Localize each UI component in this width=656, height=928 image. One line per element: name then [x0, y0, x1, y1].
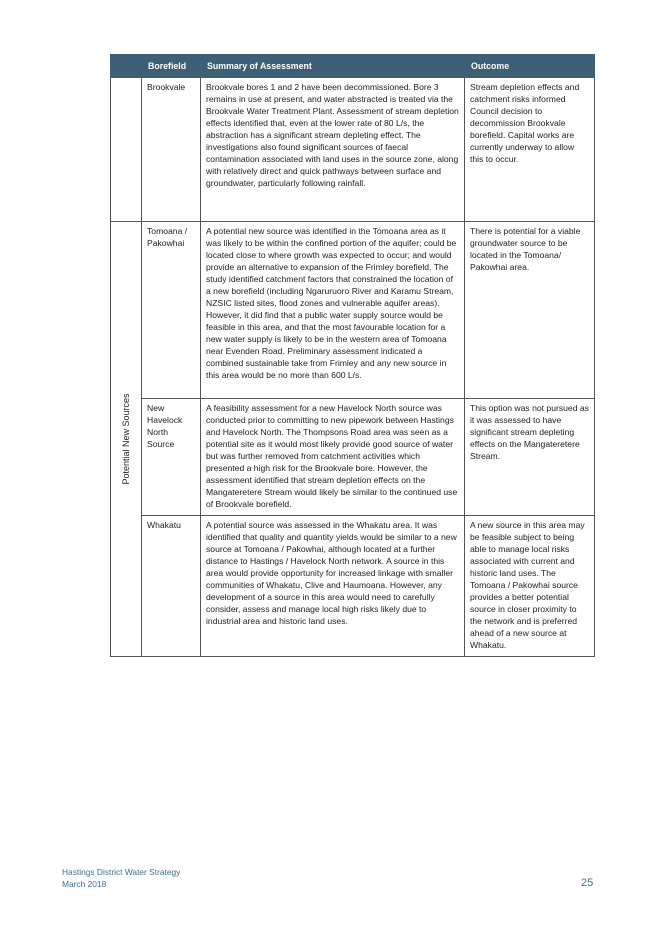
page-number: 25	[581, 877, 594, 889]
borefield-cell: Whakatu	[142, 516, 201, 657]
assessment-table	[110, 54, 595, 657]
summary-cell: A feasibility assessment for a new Havelock North source was conducted prior to committing to new pipework between Hastings and Havelock North. The Thompsons Road area was seen as a potential site as it would most likely provide good source of water but was further removed from catchment activities which presented a high risk for the Brookvale bore. However, the assessment identified that stream depletion effects on the Mangateretere Stream would likely be similar to the continued use of Brookvale borefield.	[201, 399, 465, 516]
borefield-cell: Tomoana / Pakowhai	[142, 222, 201, 399]
summary-cell: Brookvale bores 1 and 2 have been decommissioned. Bore 3 remains in use at present, and water abstracted is treated via the Brookvale Water Treatment Plant. Assessment of stream depletion effects identified that, even at the lower rate of 80 L/s, the abstraction has a significant stream depleting effect. The investigations also found significant sources of faecal contamination associated with land uses in the source zone, along with relatively direct and quick pathways between surface and groundwater, particularly following rainfall.	[201, 78, 465, 222]
outcome-cell: Stream depletion effects and catchment risks informed Council decision to decommission Brookvale borefield. Capital works are currently underway to allow this to occur.	[465, 78, 595, 222]
borefield-cell: Brookvale	[142, 78, 201, 222]
table-row	[111, 399, 595, 516]
borefield-cell: New Havelock North Source	[142, 399, 201, 516]
footer-title: Hastings District Water Strategy	[62, 867, 181, 877]
header-group	[111, 55, 142, 78]
footer	[62, 866, 180, 890]
table-row	[111, 78, 595, 222]
footer-date: March 2018	[62, 879, 107, 889]
table-row	[111, 516, 595, 657]
outcome-cell: A new source in this area may be feasible subject to being able to manage local risks associated with current and historic land uses. The Tomoana / Pakowhai source provides a better potential source in closer proximity to the network and is preferred ahead of a new source at Whakatu.	[465, 516, 595, 657]
summary-cell: A potential new source was identified in the Tomoana area as it was likely to be within the confined portion of the aquifer; could be located close to where growth was expected to occur; and would provide an alternative to expansion of the Frimley borefield. The study identified catchment factors that constrained the location of a new borefield (including Ngaruruoro River and Karamu Stream, NZSIC listed sites, flood zones and vulnerable aquifer areas). However, it did find that a public water supply source would be feasible in this area, and that the most favourable location for a new water supply is likely to be in the western area of Tomoana near Evenden Road. Preliminary assessment indicated a combined sustainable take from Frimley and any new source in this area would be no more than 600 L/s.	[201, 222, 465, 399]
summary-cell: A potential source was assessed in the Whakatu area. It was identified that quality and quantity yields would be similar to a new source at Tomoana / Pakowhai, although located at a further distance to Hastings / Havelock North network. A source in this area would provide opportunity for increased linkage with smaller communities of Whakatu, Clive and Haumoana. However, any development of a source in this area would need to carefully consider, assess and manage local high risks likely due to industrial area and historic land uses.	[201, 516, 465, 657]
group-label: Potential New Sources	[121, 393, 131, 485]
header-borefield: Borefield	[142, 55, 201, 78]
table-row	[111, 222, 595, 399]
group-label-cell	[111, 222, 142, 657]
header-summary: Summary of Assessment	[201, 55, 465, 78]
outcome-cell: This option was not pursued as it was assessed to have significant stream depleting effects on the Mangateretere Stream.	[465, 399, 595, 516]
table-header-row	[111, 55, 595, 78]
empty-group-cell	[111, 78, 142, 222]
outcome-cell: There is potential for a viable groundwater source to be located in the Tomoana/ Pakowhai area.	[465, 222, 595, 399]
header-outcome: Outcome	[465, 55, 595, 78]
